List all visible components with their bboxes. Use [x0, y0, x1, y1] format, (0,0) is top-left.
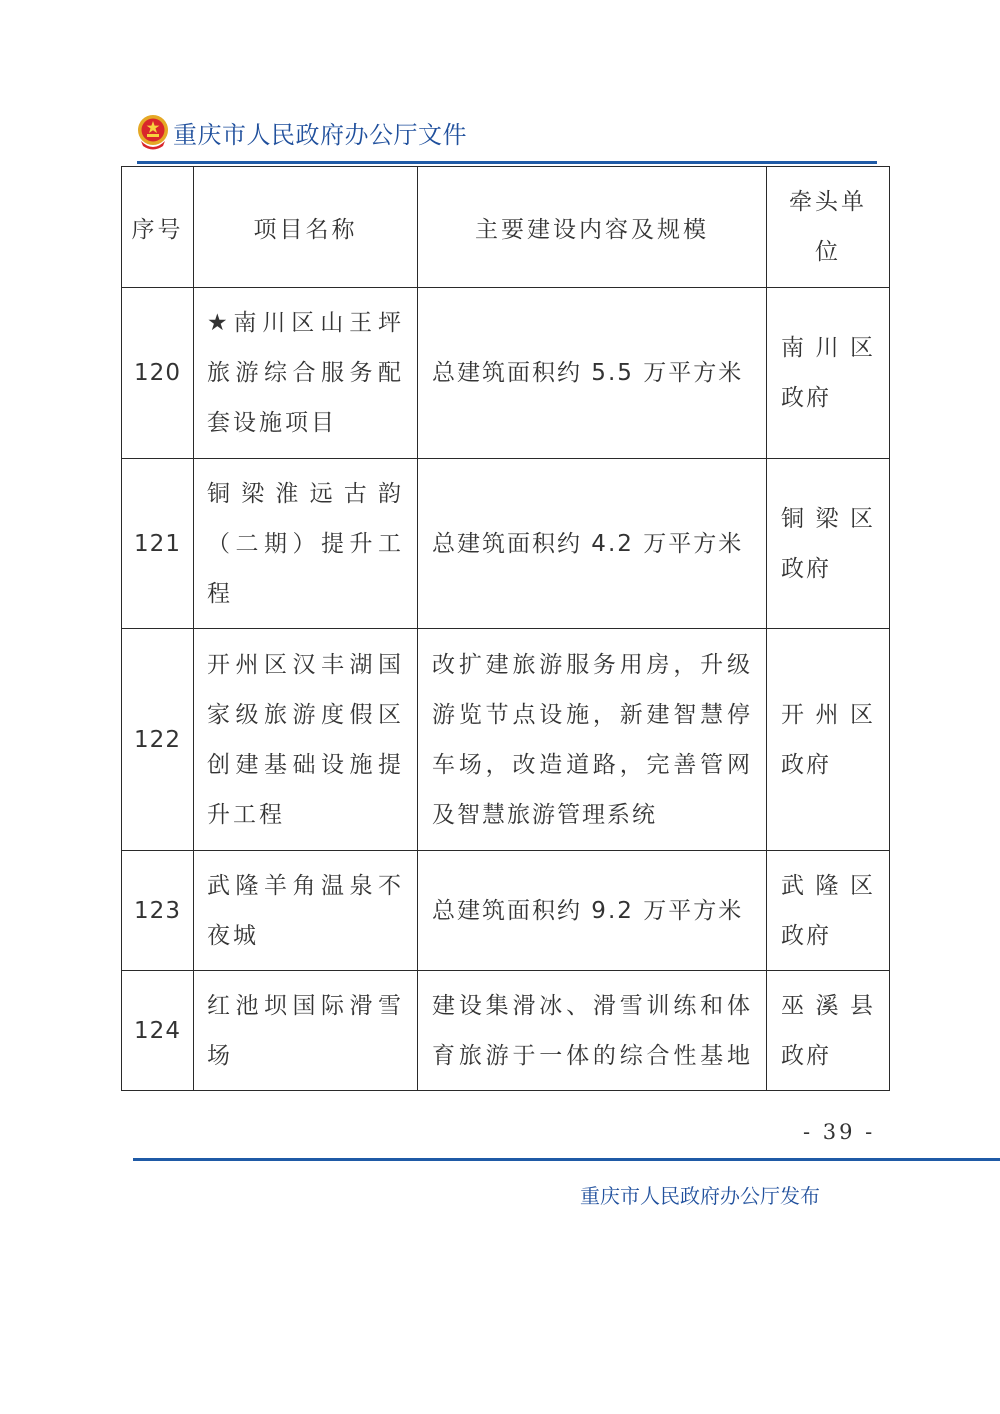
row-content-line: 育旅游于一体的综合性基地	[432, 1042, 752, 1069]
row-num: 123	[122, 851, 194, 971]
header-content: 主要建设内容及规模	[418, 167, 767, 288]
row-unit	[767, 851, 890, 971]
row-num: 120	[122, 288, 194, 459]
row-unit	[767, 629, 890, 851]
row-unit-line: 铜梁区	[781, 505, 875, 532]
table-header-row	[122, 167, 890, 288]
row-unit-line: 开州区	[781, 701, 875, 728]
row-name-line: 旅游综合服务配	[207, 360, 404, 386]
row-content-line: 总建筑面积约 5.5 万平方米	[432, 360, 744, 386]
row-unit-line: 政府	[781, 751, 831, 778]
row-content-line: 建设集滑冰、滑雪训练和体	[432, 992, 752, 1019]
row-num: 122	[122, 629, 194, 851]
row-content	[418, 851, 767, 971]
row-unit-line: 政府	[781, 555, 831, 582]
row-name-line: 开州区汉丰湖国	[207, 651, 404, 678]
page-number: - 39 -	[803, 1120, 876, 1144]
row-name-line: 创建基础设施提	[207, 751, 404, 778]
header-divider	[137, 161, 877, 164]
header-num: 序号	[122, 167, 194, 288]
row-name	[194, 288, 418, 459]
row-content-line: 总建筑面积约 9.2 万平方米	[432, 897, 744, 924]
row-name-line: 程	[207, 580, 233, 607]
row-unit	[767, 288, 890, 459]
row-content-line: 及智慧旅游管理系统	[432, 801, 657, 828]
row-content-line: 改扩建旅游服务用房，升级	[432, 651, 752, 678]
row-name-line: 场	[207, 1042, 233, 1069]
header-unit-line: 位	[815, 239, 841, 265]
row-content	[418, 459, 767, 629]
row-num: 124	[122, 971, 194, 1091]
row-content-line: 总建筑面积约 4.2 万平方米	[432, 530, 744, 557]
table-row	[122, 459, 890, 629]
row-unit	[767, 971, 890, 1091]
row-name-line: 夜城	[207, 922, 259, 949]
row-unit-line: 南川区	[781, 335, 875, 361]
table-row	[122, 851, 890, 971]
project-table	[121, 166, 890, 1091]
row-name	[194, 971, 418, 1091]
row-name-line: 升工程	[207, 801, 285, 828]
row-name-line: 套设施项目	[207, 410, 337, 436]
row-unit-line: 政府	[781, 385, 831, 411]
row-content-line: 游览节点设施，新建智慧停	[432, 701, 752, 728]
row-unit-line: 武隆区	[781, 872, 875, 899]
table-row	[122, 629, 890, 851]
table-row	[122, 971, 890, 1091]
national-emblem-icon	[137, 113, 169, 151]
row-name	[194, 629, 418, 851]
row-content	[418, 629, 767, 851]
row-name-line: 武隆羊角温泉不	[207, 872, 404, 899]
footer-publisher: 重庆市人民政府办公厅发布	[580, 1184, 820, 1208]
row-name-line: （二期）提升工	[207, 530, 404, 557]
row-name	[194, 459, 418, 629]
header-unit-line: 牵头单	[789, 189, 867, 215]
row-content	[418, 971, 767, 1091]
row-name-line: ★南川区山王坪	[207, 310, 404, 336]
row-name-line: 红池坝国际滑雪	[207, 992, 404, 1019]
document-header	[137, 112, 467, 152]
table-row	[122, 288, 890, 459]
header-name: 项目名称	[194, 167, 418, 288]
row-unit-line: 巫溪县	[781, 992, 875, 1019]
row-unit-line: 政府	[781, 1042, 831, 1069]
row-num: 121	[122, 459, 194, 629]
row-content	[418, 288, 767, 459]
row-content-line: 车场，改造道路，完善管网	[432, 751, 752, 778]
row-name	[194, 851, 418, 971]
row-unit-line: 政府	[781, 922, 831, 949]
footer-divider	[133, 1158, 1000, 1161]
row-name-line: 家级旅游度假区	[207, 701, 404, 728]
header-title: 重庆市人民政府办公厅文件	[173, 120, 467, 149]
header-unit	[767, 167, 890, 288]
row-name-line: 铜梁淮远古韵	[207, 480, 404, 507]
row-unit	[767, 459, 890, 629]
